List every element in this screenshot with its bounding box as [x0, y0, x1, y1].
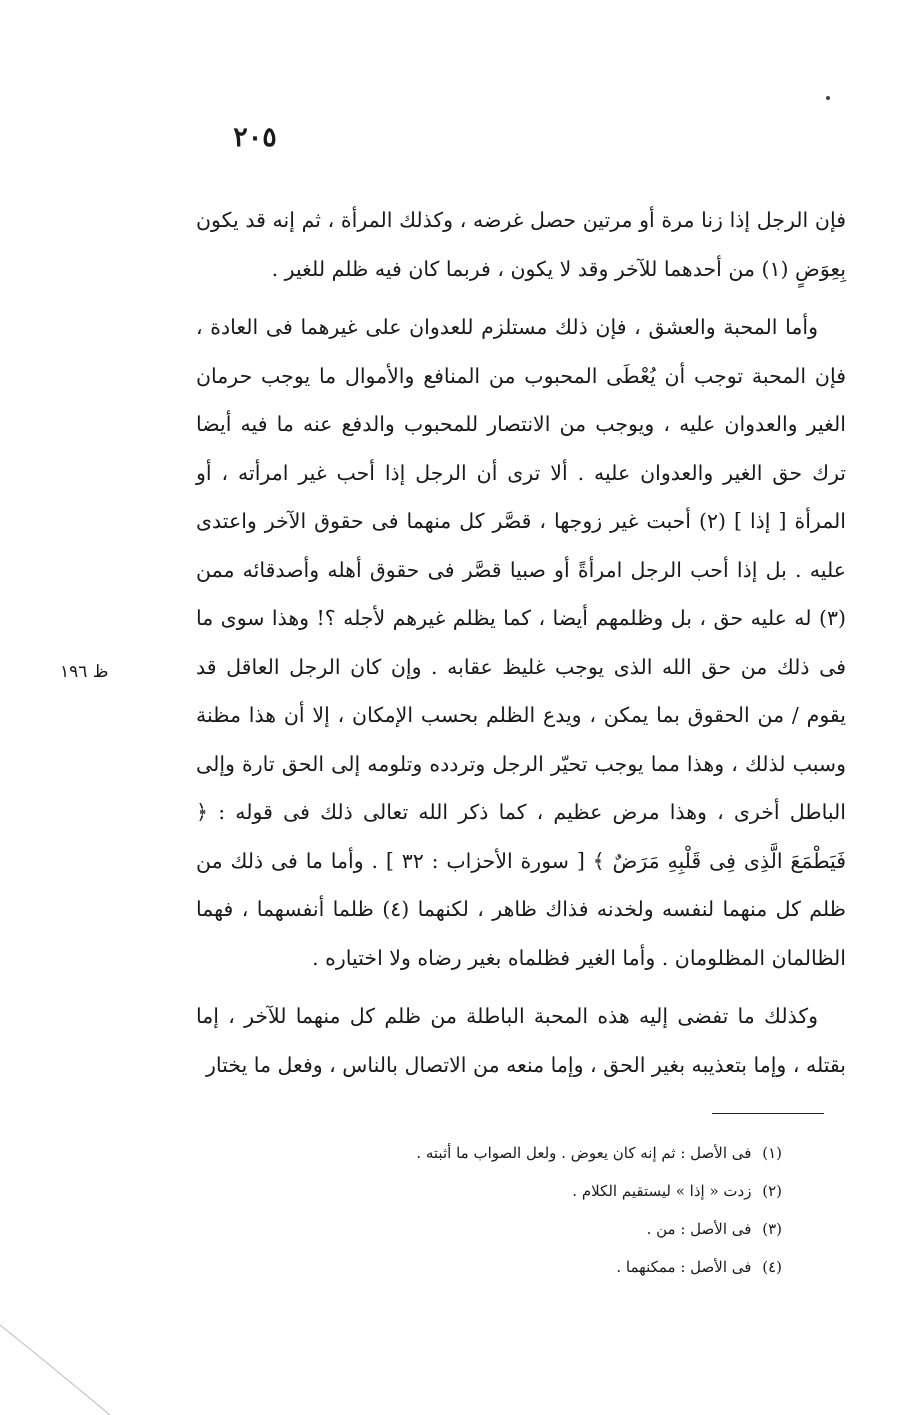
- footnote-text: زدت « إذا » ليستقيم الكلام .: [572, 1182, 752, 1200]
- footnotes: [300, 1134, 782, 1286]
- footnote-number: (٤): [762, 1258, 782, 1276]
- page-number: ٢٠٥: [233, 122, 277, 153]
- paragraph-2: وأما المحبة والعشق ، فإن ذلك مستلزم للعدوان على غيرهما فى العادة ، فإن المحبة توجب أن يُعْطَى المحبوب من المنافع والأموال ما يوجب حرمان الغير والعدوان عليه ، ويوجب من الانتصار للمحبوب والدفع عنه ما فيه أيضا ترك حق الغير والعدوان عليه . ألا ترى أن الرجل إذا أحب غير امرأته ، أو المرأة [ إذا ] (٢) أحبت غير زوجها ، قصَّر كل منهما فى حقوق الآخر واعتدى عليه . بل إذا أحب الرجل امرأةً أو صبيا قصَّر فى حقوق أهله وأصدقائه ممن (٣) له عليه حق ، بل وظلمهم أيضا ، كما يظلم غيرهم لأجله ؟! وهذا سوى ما فى ذلك من حق الله الذى يوجب غليظ عقابه . وإن كان الرجل العاقل قد يقوم / من الحقوق بما يمكن ، ويدع الظلم بحسب الإمكان ، إلا أن هذا مظنة وسبب لذلك ، وهذا مما يوجب تحيّر الرجل وتردده وتلومه إلى الحق تارة وإلى الباطل أخرى ، وهذا مرض عظيم ، كما ذكر الله تعالى ذلك فى قوله : ﴿ فَيَطْمَعَ الَّذِى فِى قَلْبِهِ مَرَضٌ ﴾ [ سورة الأحزاب : ٣٢ ] . وأما ما فى ذلك من ظلم كل منهما لنفسه ولخدنه فذاك ظاهر ، لكنهما (٤) ظلما أنفسهما ، فهما الظالمان المظلومان . وأما الغير فظلماه بغير رضاه ولا اختياره .: [196, 315, 846, 970]
- footnote-number: (١): [762, 1144, 782, 1162]
- main-text: [196, 196, 846, 1099]
- footnote-3: [300, 1210, 782, 1248]
- footnote-text: فى الأصل : من .: [646, 1220, 752, 1238]
- footnote-number: (٣): [762, 1220, 782, 1238]
- footnote-2: [300, 1172, 782, 1210]
- footnote-1: [300, 1134, 782, 1172]
- scan-speck: [826, 96, 830, 100]
- manuscript-folio-note: ظ ١٩٦: [60, 662, 109, 682]
- footnote-number: (٢): [762, 1182, 782, 1200]
- scan-edge-mark: [0, 1305, 120, 1415]
- footnote-separator: [712, 1113, 824, 1114]
- footnote-text: فى الأصل : ممكنهما .: [616, 1258, 752, 1276]
- paragraph-3: وكذلك ما تفضى إليه هذه المحبة الباطلة من ظلم كل منهما للآخر ، إما بقتله ، وإما بتعذيبه بغير الحق ، وإما منعه من الاتصال بالناس ، وفعل ما يختار: [196, 1004, 846, 1077]
- footnote-4: [300, 1248, 782, 1286]
- paragraph-1: فإن الرجل إذا زنا مرة أو مرتين حصل غرضه ، وكذلك المرأة ، ثم إنه قد يكون بِعِوَضٍ (١) من أحدهما للآخر وقد لا يكون ، فربما كان فيه ظلم للغير .: [196, 208, 846, 281]
- footnote-text: فى الأصل : ثم إنه كان يعوض . ولعل الصواب ما أثبته .: [416, 1144, 752, 1162]
